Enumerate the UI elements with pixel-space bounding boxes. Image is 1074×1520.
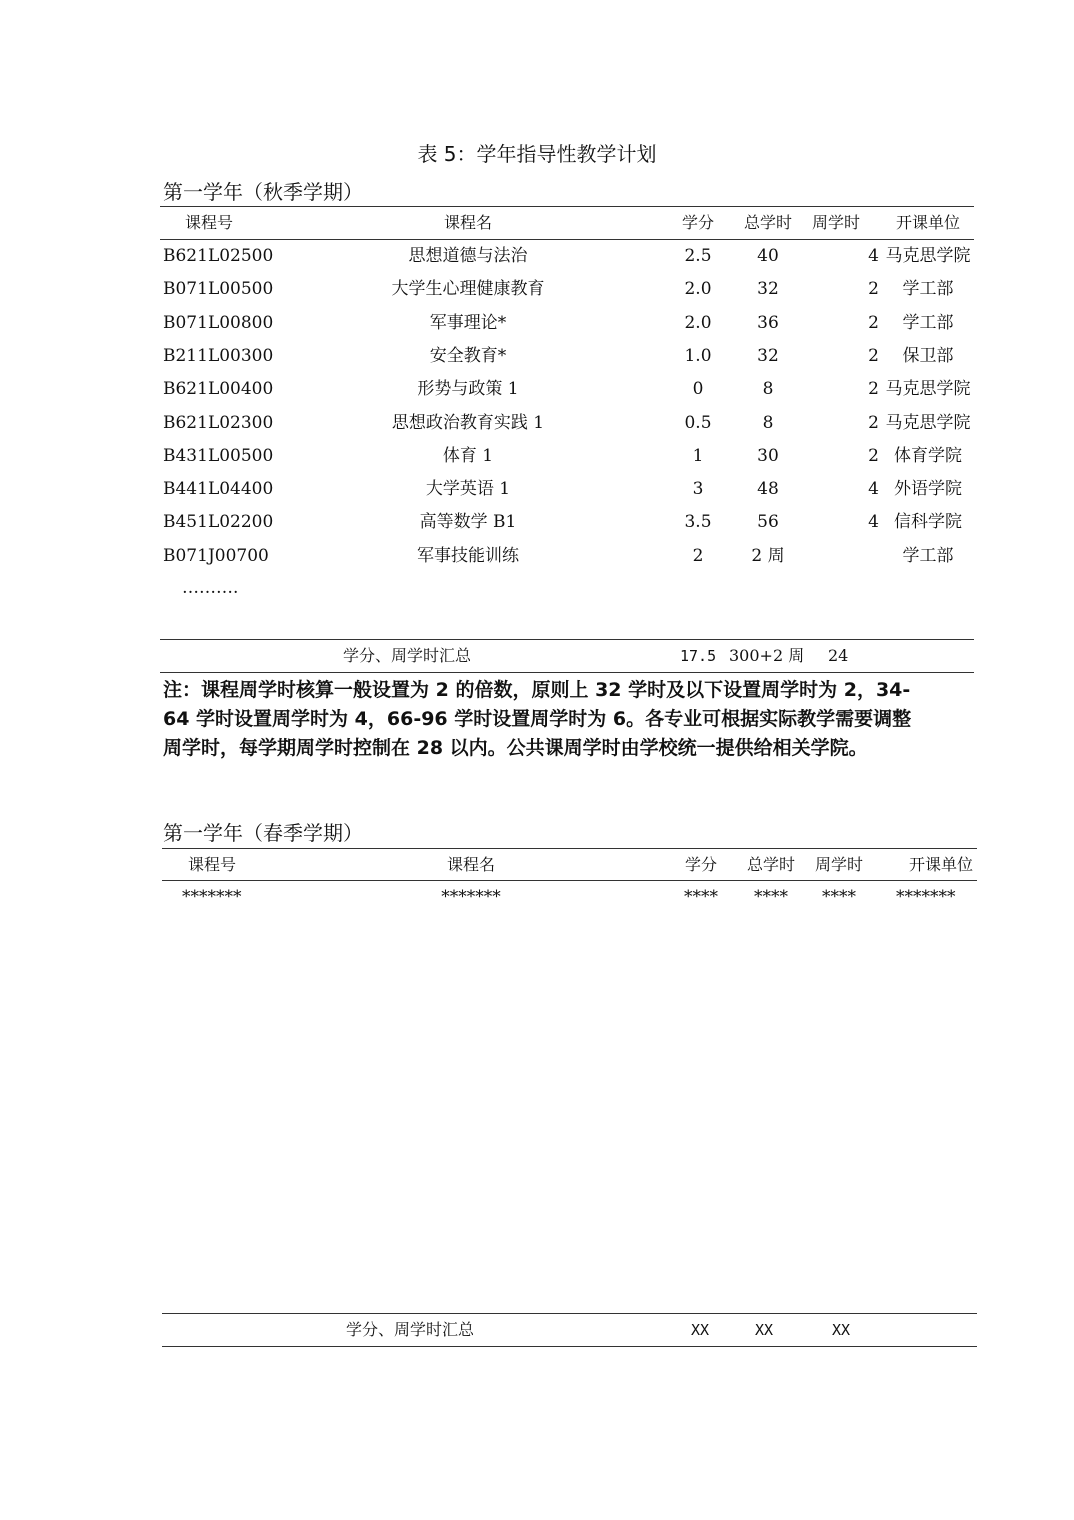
spring-heading: 第一学年（春季学期） xyxy=(163,821,363,845)
course-name: 大学英语 1 xyxy=(425,479,511,500)
course-weekly-hours: 2 xyxy=(868,379,879,400)
spring-placeholder-row xyxy=(166,881,977,914)
placeholder-credits: **** xyxy=(684,887,718,907)
summary-weekly-hours: XX xyxy=(832,1321,851,1339)
course-code: B621L00400 xyxy=(163,379,274,400)
course-credits: 1 xyxy=(692,445,704,466)
spring-header-row xyxy=(166,848,977,881)
placeholder-name: ******* xyxy=(441,887,501,907)
table-row xyxy=(163,340,974,373)
summary-label: 学分、周学时汇总 xyxy=(346,1320,475,1339)
course-name: 高等数学 B1 xyxy=(419,512,517,533)
col-weekly-hours-header: 周学时 xyxy=(811,213,860,232)
course-name: 体育 1 xyxy=(442,445,494,466)
course-code: B621L02500 xyxy=(163,246,274,266)
course-department: 体育学院 xyxy=(894,445,962,466)
course-credits: 3.5 xyxy=(684,512,712,533)
course-name: 形势与政策 1 xyxy=(417,379,519,400)
col-credits-header: 学分 xyxy=(681,213,714,232)
table-row xyxy=(163,273,974,306)
course-total-hours: 8 xyxy=(762,379,774,400)
course-name: 军事技能训练 xyxy=(417,545,519,566)
table-row xyxy=(163,473,974,506)
col-credits-header: 学分 xyxy=(684,855,717,874)
course-department: 外语学院 xyxy=(894,479,962,500)
course-name: 军事理论* xyxy=(429,312,507,333)
placeholder-department: ******* xyxy=(896,887,956,907)
course-department: 马克思学院 xyxy=(885,412,971,433)
course-total-hours: 36 xyxy=(757,312,779,333)
course-weekly-hours: 4 xyxy=(868,246,879,266)
ellipsis-text: ………. xyxy=(182,578,239,598)
course-name: 安全教育* xyxy=(429,345,507,366)
course-total-hours: 8 xyxy=(762,412,774,433)
autumn-header-row xyxy=(163,206,974,239)
col-name-header: 课程名 xyxy=(446,855,495,874)
table-row xyxy=(163,240,974,273)
table-row xyxy=(163,373,974,406)
course-credits: 2.5 xyxy=(684,246,712,266)
course-credits: 2 xyxy=(692,545,704,566)
course-total-hours: 48 xyxy=(757,479,779,500)
course-total-hours: 32 xyxy=(757,345,779,366)
course-weekly-hours: 2 xyxy=(868,445,879,466)
autumn-summary-bottom-rule xyxy=(160,672,974,673)
col-name-header: 课程名 xyxy=(443,213,492,232)
course-weekly-hours: 2 xyxy=(868,279,879,300)
course-credits: 0 xyxy=(692,379,704,400)
course-name: 思想政治教育实践 1 xyxy=(391,412,545,433)
course-name: 思想道德与法治 xyxy=(408,246,528,266)
placeholder-total-hours: **** xyxy=(754,887,788,907)
summary-weekly-hours: 24 xyxy=(828,646,849,665)
placeholder-code: ******* xyxy=(182,887,242,907)
course-department: 学工部 xyxy=(902,545,954,566)
course-weekly-hours: 2 xyxy=(868,312,879,333)
course-code: B451L02200 xyxy=(163,512,274,533)
summary-total-hours: XX xyxy=(755,1321,774,1339)
autumn-summary-row xyxy=(163,640,974,672)
course-code: B071L00800 xyxy=(163,312,274,333)
course-code: B071L00500 xyxy=(163,279,274,300)
course-total-hours: 2 周 xyxy=(751,545,785,566)
course-total-hours: 40 xyxy=(757,246,779,266)
course-credits: 2.0 xyxy=(684,279,712,300)
table-row xyxy=(163,506,974,539)
col-code-header: 课程号 xyxy=(185,213,234,232)
col-total-hours-header: 总学时 xyxy=(743,213,792,232)
course-department: 学工部 xyxy=(902,312,954,333)
course-credits: 1.0 xyxy=(684,345,712,366)
summary-label: 学分、周学时汇总 xyxy=(343,646,472,665)
note-paragraph: 注：课程周学时核算一般设置为 2 的倍数，原则上 32 学时及以下设置周学时为 2，34-64 学时设置周学时为 4，66-96 学时设置周学时为 6。各专业可根据实际教学需要调整周学时，每学期周学时控制在 28 以内。公共课周学时由学校统一提供给相关学院。 xyxy=(163,679,912,759)
col-department-header: 开课单位 xyxy=(908,855,973,874)
course-code: B211L00300 xyxy=(163,345,274,366)
course-credits: 3 xyxy=(692,479,704,500)
course-department: 马克思学院 xyxy=(885,246,971,266)
course-code: B621L02300 xyxy=(163,412,274,433)
spring-summary-row xyxy=(166,1314,977,1346)
course-department: 马克思学院 xyxy=(885,379,971,400)
col-total-hours-header: 总学时 xyxy=(746,855,795,874)
page-title: 表 5：学年指导性教学计划 xyxy=(417,142,657,166)
summary-credits: 17.5 xyxy=(680,647,717,665)
placeholder-weekly-hours: **** xyxy=(822,887,856,907)
course-weekly-hours: 4 xyxy=(868,479,879,500)
table-row xyxy=(163,407,974,440)
course-total-hours: 32 xyxy=(757,279,779,300)
summary-total-hours: 300+2 周 xyxy=(729,646,805,665)
autumn-heading: 第一学年（秋季学期） xyxy=(163,180,363,204)
summary-credits: XX xyxy=(691,1321,710,1339)
course-department: 学工部 xyxy=(902,279,954,300)
course-code: B431L00500 xyxy=(163,445,274,466)
course-code: B441L04400 xyxy=(163,479,274,500)
course-total-hours: 30 xyxy=(757,445,779,466)
table-row xyxy=(163,540,974,573)
course-credits: 0.5 xyxy=(684,412,712,433)
course-weekly-hours: 2 xyxy=(868,412,879,433)
course-weekly-hours: 2 xyxy=(868,345,879,366)
col-department-header: 开课单位 xyxy=(895,213,960,232)
course-name: 大学生心理健康教育 xyxy=(391,279,545,300)
course-code: B071J00700 xyxy=(163,545,269,566)
col-code-header: 课程号 xyxy=(188,855,237,874)
table-row xyxy=(163,307,974,340)
course-department: 保卫部 xyxy=(902,345,954,366)
course-credits: 2.0 xyxy=(684,312,712,333)
spring-summary-bottom-rule xyxy=(162,1346,977,1347)
col-weekly-hours-header: 周学时 xyxy=(814,855,863,874)
course-department: 信科学院 xyxy=(894,512,962,533)
course-total-hours: 56 xyxy=(757,512,779,533)
table-row xyxy=(163,440,974,473)
course-weekly-hours: 4 xyxy=(868,512,879,533)
